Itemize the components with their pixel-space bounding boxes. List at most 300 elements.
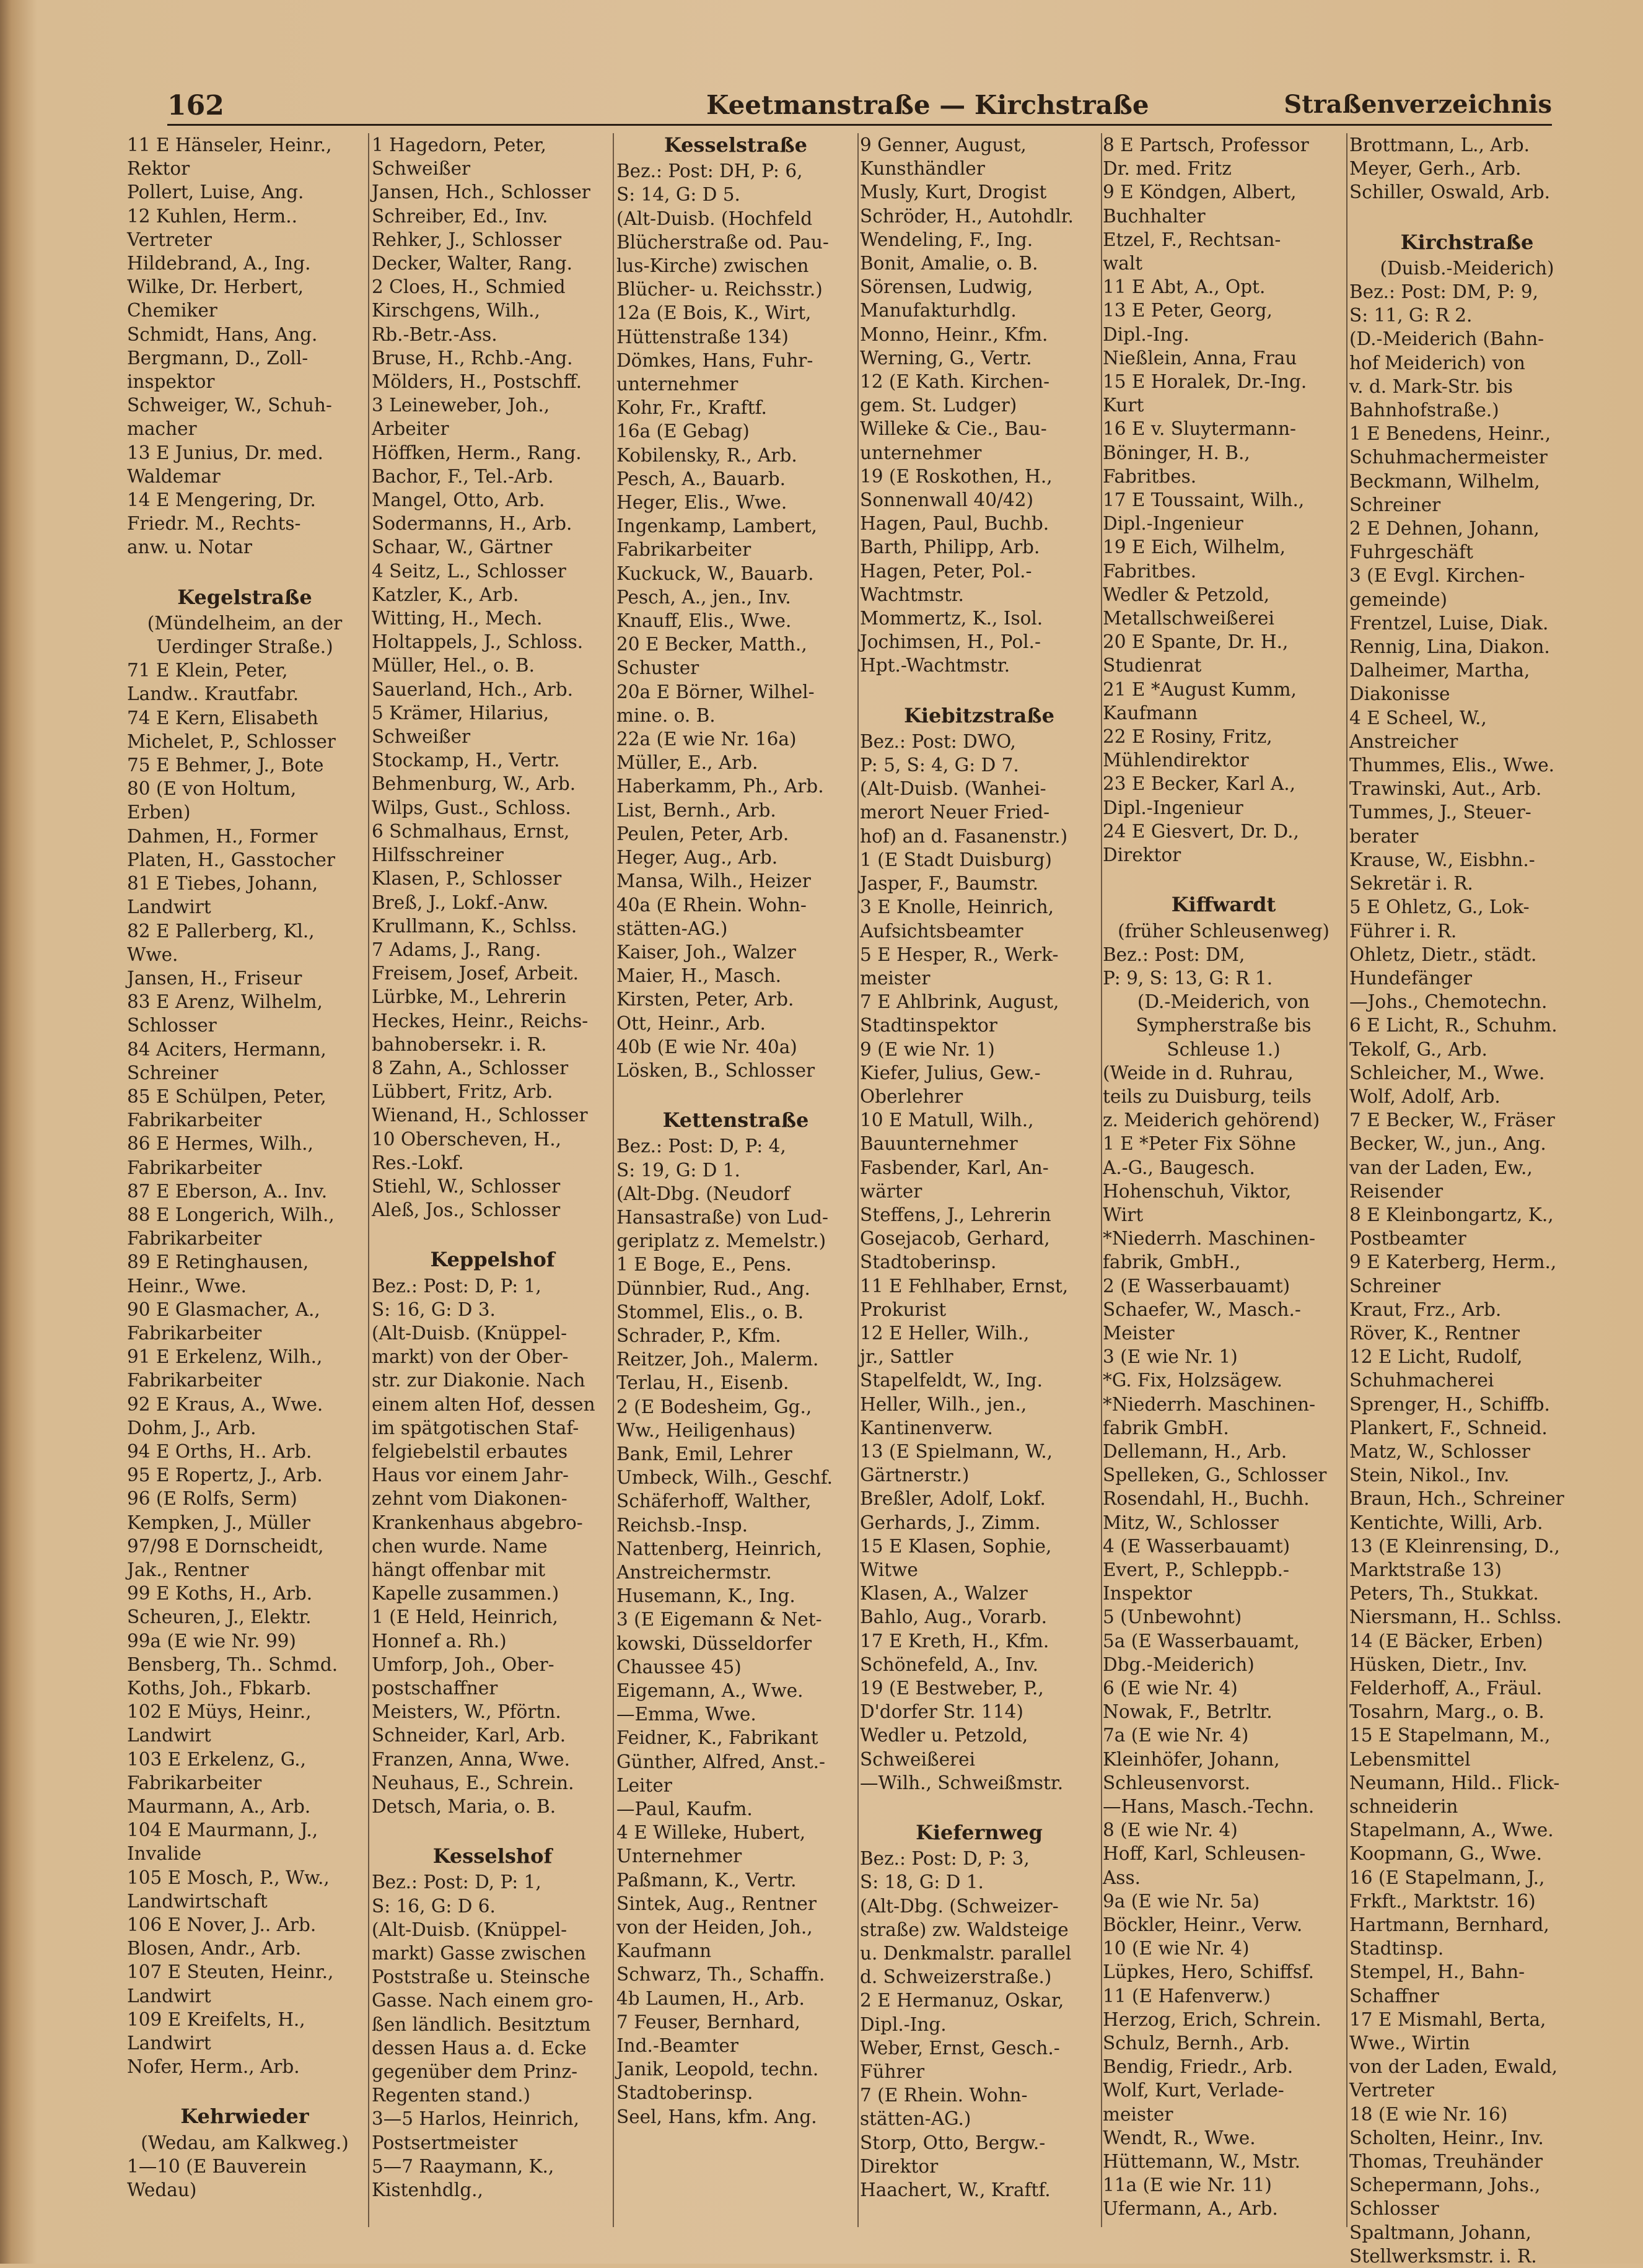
directory-entry: Breßler, Adolf, Lokf. [860,1488,1046,1510]
directory-entry: —Wilh., Schweißmstr. [860,1772,1064,1793]
directory-entry: Jansen, H., Friseur [127,967,302,989]
directory-entry: Lübbert, Fritz, Arb. [372,1081,553,1103]
directory-entry: Storp, Otto, Bergw.- [860,2132,1046,2153]
directory-entry: Studienrat [1103,655,1202,676]
directory-entry: Frentzel, Luise, Diak. [1349,612,1549,634]
directory-entry: (Alt-Dbg. (Neudorf [616,1183,790,1204]
directory-entry: Mölders, H., Postschff. [372,371,582,393]
directory-entry: Terlau, H., Eisenb. [616,1372,789,1394]
directory-entry: merort Neuer Fried- [860,802,1050,823]
directory-entry: 7 E Becker, W., Fräser [1349,1110,1555,1131]
directory-entry: 4 (E Wasserbauamt) [1103,1535,1290,1557]
street-heading: Kiffwardt [1171,893,1276,917]
directory-entry: Aufsichtsbeamter [860,920,1023,942]
directory-entry: Heller, Wilh., jen., [860,1393,1027,1415]
directory-entry: 5—7 Raaymann, K., [372,2155,554,2177]
directory-entry: Wienand, H., Schlosser [372,1105,588,1126]
directory-entry: 20a E Börner, Wilhel- [616,681,815,703]
directory-entry: Dipl.-Ingenieur [1103,513,1243,535]
directory-entry: Heger, Aug., Arb. [616,847,778,869]
directory-entry: Invalide [127,1843,202,1865]
directory-entry: Scholten, Heinr., Inv. [1349,2127,1544,2148]
column-rule [368,133,369,2227]
directory-entry: Sauerland, Hch., Arb. [372,678,574,700]
directory-entry: 12a (E Bois, K., Wirt, [616,302,812,324]
directory-entry: 96 (E Rolfs, Serm) [127,1488,297,1510]
directory-entry: P: 5, S: 4, G: D 7. [860,755,1019,776]
street-heading: Kegelstraße [177,585,312,609]
directory-entry: meister [860,967,931,989]
directory-entry: Eigemann, A., Wwe. [616,1680,804,1701]
directory-entry: Landwirt [127,1985,211,2007]
directory-entry: unternehmer [860,442,982,463]
directory-entry: Barth, Philipp, Arb. [860,536,1040,558]
directory-entry: z. Meiderich gehörend) [1103,1110,1320,1131]
directory-entry: Bauunternehmer [860,1133,1018,1155]
directory-entry: schneiderin [1349,1796,1458,1818]
directory-entry: Mansa, Wilh., Heizer [616,870,811,892]
directory-entry: 2 E Hermanuz, Oskar, [860,1990,1064,2012]
directory-entry: Schäferhoff, Walther, [616,1491,812,1512]
directory-entry: 95 E Ropertz, J., Arb. [127,1465,323,1486]
directory-entry: Schönefeld, A., Inv. [860,1653,1039,1675]
directory-entry: 15 E Stapelmann, M., [1349,1725,1551,1746]
directory-entry: Witting, H., Mech. [372,608,543,629]
directory-entry: Landwirt [127,1725,211,1746]
directory-entry: kowski, Düsseldorfer [616,1632,812,1654]
directory-entry: 12 E Heller, Wilh., [860,1322,1030,1344]
directory-entry: Braun, Hch., Schreiner [1349,1488,1564,1510]
directory-entry: Scheuren, J., Elektr. [127,1606,312,1628]
directory-entry: Prokurist [860,1298,947,1320]
directory-entry: Ind.-Beamter [616,2035,738,2057]
directory-entry: Bank, Emil, Lehrer [616,1443,792,1465]
directory-entry: Schuhmachermeister [1349,447,1548,468]
directory-entry: Rektor [127,158,190,180]
directory-entry: ßen ländlich. Besitztum [372,2013,591,2035]
directory-entry: Thummes, Elis., Wwe. [1349,755,1555,776]
directory-entry: Klasen, P., Schlosser [372,868,562,890]
directory-entry: Bez.: Post: DWO, [860,730,1016,752]
directory-entry: Ingenkamp, Lambert, [616,515,817,537]
street-heading: Kesselstraße [664,133,808,157]
directory-entry: Wilps, Gust., Schloss. [372,797,571,818]
directory-entry: Dipl.-Ing. [860,2013,947,2035]
directory-entry: 1 E Boge, E., Pens. [616,1254,792,1276]
directory-entry: inspektor [127,371,215,393]
directory-entry: Blücherstraße od. Pau- [616,231,829,253]
directory-entry: 74 E Kern, Elisabeth [127,707,318,729]
directory-entry: d. Schweizerstraße.) [860,1966,1052,1988]
directory-entry: Trawinski, Aut., Arb. [1349,778,1542,800]
directory-entry: Peters, Th., Stukkat. [1349,1583,1539,1605]
directory-entry: Krankenhaus abgebro- [372,1512,583,1533]
directory-entry: Jochimsen, H., Pol.- [860,631,1041,653]
directory-entry: 22a (E wie Nr. 16a) [616,729,797,750]
directory-entry: Dünnbier, Rud., Ang. [616,1277,810,1299]
directory-entry: —Hans, Masch.-Techn. [1103,1796,1315,1818]
directory-entry: Husemann, K., Ing. [616,1585,795,1607]
directory-entry: Wendt, R., Wwe. [1103,2127,1256,2148]
directory-entry: Haberkamm, Ph., Arb. [616,776,824,797]
directory-entry: Bez.: Post: DM, [1103,944,1245,965]
directory-entry: Bahlo, Aug., Vorarb. [860,1606,1047,1628]
directory-entry: Tummes, J., Steuer- [1349,802,1531,823]
directory-entry: Bez.: Post: D, P: 1, [372,1872,541,1893]
directory-entry: Schaefer, W., Masch.- [1103,1298,1301,1320]
directory-entry: Heinr., Wwe. [127,1275,247,1297]
directory-entry: Dbg.-Meiderich) [1103,1653,1255,1675]
directory-entry: Nattenberg, Heinrich, [616,1538,822,1559]
directory-entry: Postbeamter [1349,1228,1466,1250]
directory-entry: Niersmann, H.. Schlss. [1349,1606,1562,1628]
directory-entry: Umbeck, Wilh., Geschf. [616,1467,833,1489]
directory-entry: Mühlendirektor [1103,750,1249,771]
directory-entry: 3 (E wie Nr. 1) [1103,1346,1238,1368]
directory-entry: Fabritbes. [1103,560,1197,582]
directory-entry: Bez.: Post: DH, P: 6, [616,160,803,182]
directory-entry: Wachtmstr. [860,584,964,605]
directory-entry: Stockamp, H., Vertr. [372,750,560,771]
directory-entry: Platen, H., Gasstocher [127,849,335,870]
directory-entry: mine. o. B. [616,704,716,726]
directory-entry: Witwe [860,1559,918,1580]
directory-entry: 6 Schmalhaus, Ernst, [372,820,570,842]
directory-entry: bahnobersekr. i. R. [372,1033,547,1055]
directory-entry: Musly, Kurt, Drogist [860,182,1047,203]
directory-entry: Bez.: Post: D, P: 4, [616,1136,786,1157]
directory-entry: 11 E Hänseler, Heinr., [127,134,332,155]
directory-entry: S: 14, G: D 5. [616,184,740,206]
directory-entry: hängt offenbar mit [372,1559,546,1580]
directory-entry: 85 E Schülpen, Peter, [127,1085,326,1107]
directory-entry: List, Bernh., Arb. [616,799,776,821]
directory-entry: Poststraße u. Steinsche [372,1966,590,1988]
directory-entry: Schreiner [127,1062,219,1084]
directory-entry: Matz, W., Schlosser [1349,1440,1531,1462]
directory-entry: Landwirt [127,896,211,918]
directory-entry: 8 E Partsch, Professor [1103,134,1309,155]
column-rule [1346,133,1347,2227]
directory-entry: Meyer, Gerh., Arb. [1349,158,1522,180]
directory-entry: Sprenger, H., Schiffb. [1349,1393,1550,1415]
directory-entry: S: 16, G: D 6. [372,1895,496,1917]
directory-entry: Honnef a. Rh.) [372,1630,507,1652]
directory-entry: Erben) [127,802,191,823]
directory-entry: Fabrikarbeiter [127,1110,262,1131]
directory-entry: Dipl.-Ingenieur [1103,797,1243,818]
column-3 [616,133,855,2233]
directory-entry: 8 Zahn, A., Schlosser [372,1057,569,1079]
directory-entry: Wendeling, F., Ing. [860,229,1033,250]
directory-entry: Führer [860,2061,925,2083]
directory-entry: Hpt.-Wachtmstr. [860,655,1010,676]
directory-entry: Nofer, Herm., Arb. [127,2056,300,2078]
directory-entry: Schaar, W., Gärtner [372,536,553,558]
directory-entry: Detsch, Maria, o. B. [372,1796,556,1818]
directory-entry: Schlosser [1349,2198,1439,2220]
directory-entry: Stiehl, W., Schlosser [372,1175,561,1197]
directory-entry: Wwe., Wirtin [1349,2033,1470,2054]
directory-entry: Kraut, Frz., Arb. [1349,1298,1502,1320]
directory-entry: Fabrikarbeiter [616,539,751,561]
directory-entry: fabrik, GmbH., [1103,1251,1241,1273]
directory-entry: Jansen, Hch., Schlosser [372,182,590,203]
directory-entry: Wedler & Petzold, [1103,584,1270,605]
directory-entry: Wedler u. Petzold, [860,1725,1028,1746]
directory-entry: A.-G., Baugesch. [1103,1157,1255,1178]
directory-entry: Knauff, Elis., Wwe. [616,610,792,632]
street-note: (Wedau, am Kalkweg.) [141,2132,349,2153]
street-note: Schleuse 1.) [1167,1038,1281,1060]
directory-entry: Breß, J., Lokf.-Anw. [372,891,549,913]
directory-entry: Werning, G., Vertr. [860,347,1032,369]
street-heading: Kesselshof [432,1844,553,1868]
directory-entry: Kurt [1103,395,1144,416]
street-heading: Kehrwieder [180,2104,309,2129]
directory-entry: Decker, Walter, Rang. [372,253,573,274]
street-note: Sympherstraße bis [1136,1015,1312,1036]
directory-entry: 23 E Becker, Karl A., [1103,773,1296,795]
directory-entry: Hartmann, Bernhard, [1349,1914,1549,1936]
directory-entry: Böckler, Heinr., Verw. [1103,1914,1303,1936]
directory-entry: Jak., Rentner [127,1559,249,1580]
directory-entry: Hagen, Peter, Pol.- [860,560,1032,582]
directory-entry: Friedr. M., Rechts- [127,513,301,535]
directory-entry: 19 (E Roskothen, H., [860,465,1053,487]
directory-entry: str. zur Diakonie. Nach [372,1370,585,1391]
directory-entry: Koopmann, G., Wwe. [1349,1843,1543,1865]
directory-entry: Ott, Heinr., Arb. [616,1012,766,1034]
directory-entry: Kleinhöfer, Johann, [1103,1748,1280,1770]
column-5 [1103,133,1344,2233]
directory-entry: Hundefänger [1349,967,1473,989]
directory-entry: Fuhrgeschäft [1349,541,1473,563]
directory-entry: 5 (Unbewohnt) [1103,1606,1242,1628]
directory-entry: *Niederrh. Maschinen- [1103,1393,1316,1415]
directory-entry: 11 E Fehlhaber, Ernst, [860,1275,1069,1297]
directory-entry: Katzler, K., Arb. [372,584,519,605]
directory-entry: *Niederrh. Maschinen- [1103,1228,1316,1250]
directory-entry: 8 (E wie Nr. 4) [1103,1819,1238,1841]
directory-entry: u. Denkmalstr. parallel [860,1943,1072,1964]
directory-entry: Sekretär i. R. [1349,873,1473,895]
directory-entry: Hüttemann, W., Mstr. [1103,2151,1300,2173]
street-heading: Keppelshof [430,1248,555,1272]
directory-entry: 7a (E wie Nr. 4) [1103,1725,1249,1746]
directory-entry: Hagen, Paul, Buchb. [860,513,1049,535]
directory-entry: Schmidt, Hans, Ang. [127,323,318,345]
directory-entry: Führer i. R. [1349,920,1457,942]
directory-entry: 40b (E wie Nr. 40a) [616,1036,797,1057]
directory-entry: Bahnhofstraße.) [1349,400,1499,421]
directory-entry: Aleß, Jos., Schlosser [372,1199,561,1221]
directory-entry: 8 E Kleinbongartz, K., [1349,1204,1554,1225]
directory-entry: Brottmann, L., Arb. [1349,134,1530,155]
directory-entry: 11 E Abt, A., Opt. [1103,276,1266,298]
directory-entry: Schrader, P., Kfm. [616,1324,781,1346]
directory-entry: Schneider, Karl, Arb. [372,1725,566,1746]
street-note: (D.-Meiderich, von [1137,991,1310,1013]
directory-entry: 4 E Scheel, W., [1349,707,1487,729]
directory-entry: P: 9, S: 13, G: R 1. [1103,967,1273,989]
directory-entry: hof Meiderich) von [1349,352,1525,374]
directory-entry: Michelet, P., Schlosser [127,730,336,752]
directory-entry: Dahmen, H., Former [127,825,318,847]
directory-entry: 15 E Horalek, Dr.-Ing. [1103,371,1307,393]
directory-entry: Schiller, Oswald, Arb. [1349,182,1551,203]
directory-entry: Seel, Hans, kfm. Ang. [616,2106,817,2127]
directory-entry: postschaffner [372,1678,498,1699]
directory-entry: markt) von der Ober- [372,1346,569,1368]
directory-entry: (Alt-Duisb. (Knüppel- [372,1919,567,1940]
directory-entry: Sörensen, Ludwig, [860,276,1033,298]
directory-entry: Wedau) [127,2179,197,2201]
directory-entry: Wilke, Dr. Herbert, [127,276,304,298]
directory-entry: chen wurde. Name [372,1535,548,1557]
directory-entry: Krullmann, K., Schlss. [372,915,577,937]
column-rule [857,133,859,2227]
directory-entry: Lürbke, M., Lehrerin [372,986,567,1008]
directory-entry: 91 E Erkelenz, Wilh., [127,1346,323,1368]
directory-entry: Dalheimer, Martha, [1349,660,1530,681]
directory-entry: Röver, K., Rentner [1349,1322,1520,1344]
directory-entry: 109 E Kreifelts, H., [127,2008,305,2030]
directory-entry: Mitz, W., Schlosser [1103,1512,1279,1533]
directory-entry: Etzel, F., Rechtsan- [1103,229,1281,250]
directory-entry: Kantinenverw. [860,1417,993,1438]
directory-entry: Schweißer [372,158,471,180]
directory-entry: Nowak, F., Betrltr. [1103,1701,1273,1723]
directory-entry: Pesch, A., Bauarb. [616,468,786,489]
directory-entry: Lösken, B., Schlosser [616,1059,815,1081]
directory-entry: 90 E Glasmacher, A., [127,1298,320,1320]
directory-entry: 94 E Orths, H.. Arb. [127,1440,312,1462]
directory-entry: markt) Gasse zwischen [372,1943,586,1964]
column-6 [1349,133,1585,2267]
directory-entry: Vertreter [1349,2080,1434,2101]
directory-entry: 22 E Rosiny, Fritz, [1103,726,1273,748]
directory-entry: *G. Fix, Holzsägew. [1103,1370,1282,1391]
directory-entry: 99a (E wie Nr. 99) [127,1630,296,1652]
directory-entry: Dömkes, Hans, Fuhr- [616,349,813,371]
directory-entry: Umforp, Joh., Ober- [372,1653,554,1675]
directory-entry: 105 E Mosch, P., Ww., [127,1867,330,1888]
directory-entry: 3 (E Evgl. Kirchen- [1349,565,1525,587]
directory-entry: Gosejacob, Gerhard, [860,1228,1050,1250]
directory-entry: 7 Feuser, Bernhard, [616,2011,800,2033]
directory-entry: —Johs., Chemotechn. [1349,991,1548,1013]
directory-entry: Res.-Lokf. [372,1152,464,1173]
directory-entry: Beckmann, Wilhelm, [1349,470,1540,492]
directory-entry: Dipl.-Ing. [1103,323,1190,345]
directory-entry: Sonnenwall 40/42) [860,489,1034,511]
directory-entry: 3—5 Harlos, Heinrich, [372,2108,579,2130]
directory-entry: Böninger, H. B., [1103,442,1250,463]
directory-entry: 84 Aciters, Hermann, [127,1038,326,1060]
directory-entry: zehnt vom Diakonen- [372,1488,567,1510]
directory-entry: (Alt-Duisb. (Wanhei- [860,778,1046,800]
directory-entry: Wwe. [127,944,178,965]
directory-entry: Müller, E., Arb. [616,752,758,774]
directory-entry: Hüsken, Dietr., Inv. [1349,1653,1528,1675]
directory-entry: Chemiker [127,300,217,322]
directory-entry: Felderhoff, A., Fräul. [1349,1678,1543,1699]
directory-entry: walt [1103,253,1143,274]
directory-entry: Spelleken, G., Schlosser [1103,1465,1327,1486]
column-1 [127,133,362,2233]
directory-entry: 20 E Becker, Matth., [616,634,807,655]
directory-entry: gem. St. Ludger) [860,395,1017,416]
directory-entry: van der Laden, Ew., [1349,1157,1533,1178]
directory-entry: 12 (E Kath. Kirchen- [860,371,1050,393]
directory-entry: Plankert, F., Schneid. [1349,1417,1548,1438]
directory-entry: 102 E Müys, Heinr., [127,1701,312,1723]
directory-entry: Maurmann, A., Arb. [127,1796,311,1818]
directory-entry: 5 E Hesper, R., Werk- [860,944,1059,965]
directory-entry: wärter [860,1180,922,1202]
directory-entry: Oberlehrer [860,1085,963,1107]
directory-entry: 6 (E wie Nr. 4) [1103,1678,1238,1699]
directory-entry: Bensberg, Th.. Schmd. [127,1653,338,1675]
directory-entry: Schulz, Bernh., Arb. [1103,2033,1290,2054]
directory-entry: stätten-AG.) [860,2108,971,2130]
street-heading: Kirchstraße [1400,230,1534,254]
directory-entry: Reisender [1349,1180,1444,1202]
directory-entry: Franzen, Anna, Wwe. [372,1748,570,1770]
directory-entry: Weber, Ernst, Gesch.- [860,2037,1060,2059]
directory-entry: 1 E Benedens, Heinr., [1349,423,1551,445]
directory-entry: 16 (E Stapelmann, J., [1349,1867,1545,1888]
directory-entry: Bruse, H., Rchb.-Ang. [372,347,573,369]
directory-entry: 106 E Nover, J.. Arb. [127,1914,317,1936]
directory-entry: Bendig, Friedr., Arb. [1103,2056,1294,2078]
directory-entry: 21 E *August Kumm, [1103,678,1297,700]
directory-entry: Neumann, Hild.. Flick- [1349,1772,1560,1793]
street-heading: Kettenstraße [662,1108,809,1132]
directory-entry: 1 (E Held, Heinrich, [372,1606,558,1628]
directory-entry: anw. u. Notar [127,536,252,558]
directory-entry: Hilfsschreiner [372,844,504,866]
directory-entry: Regenten stand.) [372,2085,531,2106]
directory-entry: 5 Krämer, Hilarius, [372,702,550,724]
directory-entry: Kuckuck, W., Bauarb. [616,563,814,584]
directory-entry: 9 (E wie Nr. 1) [860,1038,995,1060]
directory-entry: 89 E Retinghausen, [127,1251,309,1273]
directory-entry: hof) an d. Fasanenstr.) [860,825,1068,847]
directory-entry: (Weide in d. Ruhrau, [1103,1062,1294,1084]
column-4 [860,133,1098,2233]
directory-entry: 11 (E Hafenverw.) [1103,1985,1271,2007]
directory-entry: dessen Haus a. d. Ecke [372,2037,587,2059]
street-note: (Mündelheim, an der [147,612,343,634]
directory-entry: 82 E Pallerberg, Kl., [127,920,315,942]
directory-entry: Behmenburg, W., Arb. [372,773,576,795]
directory-entry: Landwirt [127,2033,211,2054]
directory-entry: Willeke & Cie., Bau- [860,418,1047,440]
directory-entry: gemeinde) [1349,589,1448,610]
directory-entry: 83 E Arenz, Wilhelm, [127,991,323,1013]
street-note: Uerdinger Straße.) [156,636,333,658]
directory-entry: Mangel, Otto, Arb. [372,489,545,511]
directory-entry: Bonit, Amalie, o. B. [860,253,1038,274]
directory-entry: Ufermann, A., Arb. [1103,2198,1278,2220]
directory-entry: Gasse. Nach einem gro- [372,1990,594,2012]
directory-entry: 2 (E Wasserbauamt) [1103,1275,1290,1297]
directory-entry: 7 Adams, J., Rang. [372,939,541,960]
page-header [167,87,1552,126]
directory-entry: Steffens, J., Lehrerin [860,1204,1051,1225]
